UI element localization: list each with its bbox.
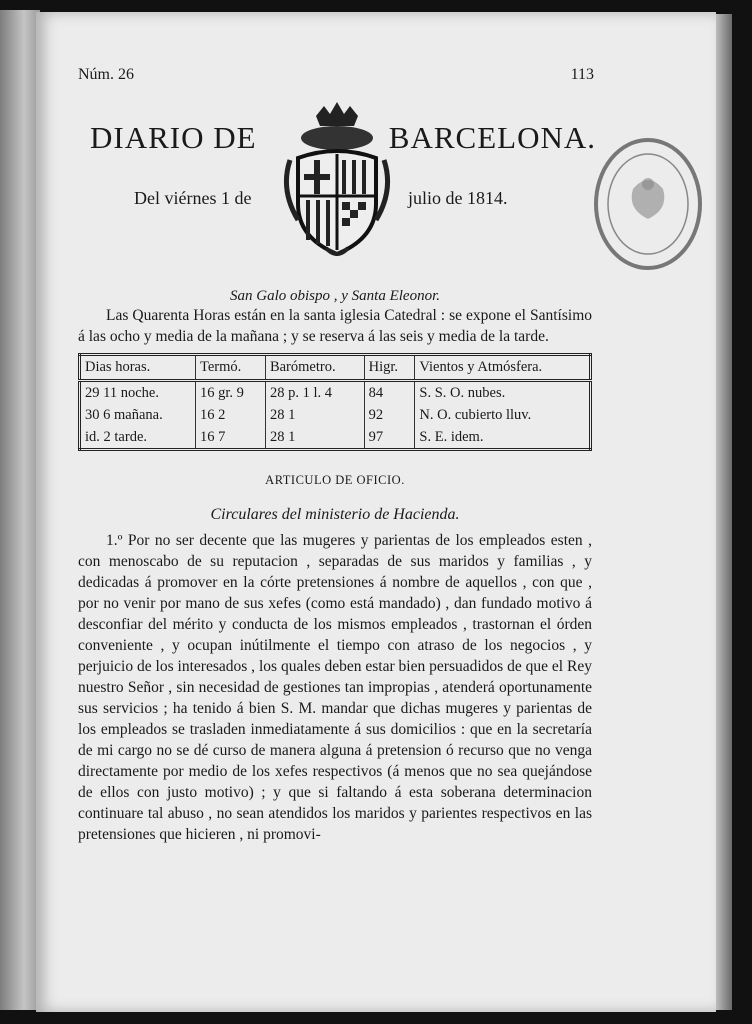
table-cell: 30 6 mañana. (80, 404, 196, 426)
table-cell: 16 2 (195, 404, 265, 426)
masthead (78, 90, 596, 240)
date-left: Del viérnes 1 de (134, 188, 252, 208)
title-right: BARCELONA. (388, 120, 596, 155)
table-cell: 16 gr. 9 (195, 381, 265, 405)
library-stamp-icon (588, 134, 708, 274)
table-cell: 28 1 (265, 404, 364, 426)
table-cell: id. 2 tarde. (80, 426, 196, 450)
table-cell: S. E. idem. (419, 429, 484, 445)
intro-paragraph: Las Quarenta Horas están en la santa iglesia Catedral : se expone el Santísimo á las ocho y media de la mañana ; y se reserva á las seis y media de la tarde. (78, 307, 592, 345)
table-row (80, 381, 591, 405)
table-cell: 16 7 (195, 426, 265, 450)
saints-of-day: San Galo obispo , y Santa Eleonor. (230, 288, 440, 304)
article-subtitle: Circulares del ministerio de Hacienda. (210, 506, 460, 523)
table-cell: 84 (364, 381, 415, 405)
col-higr: Higr. (364, 355, 415, 381)
table-cell: 28 1 (265, 426, 364, 450)
col-barometro: Barómetro. (265, 355, 364, 381)
issue-number: Núm. 26 (78, 66, 134, 83)
page-number: 113 (570, 66, 594, 83)
title-left: DIARIO DE (90, 120, 257, 155)
table-cell: 97 (364, 426, 415, 450)
table-row (80, 426, 591, 450)
article-body: 1.º Por no ser decente que las mugeres y parientas de los empleados esten , con menoscabo de su reputacion , separadas de sus maridos y familias , y dedicadas á promover en la córte pretensiones á nombre de aquellos , con que , por no venir por mano de sus xefes (como está mandado) , dan fundado motivo á desconfiar del mérito y conducta de los mismos empleados , trastornan el órden conveniente , y ocupan inútilmente el tiempo con atraso de los negocios , y perjuicio de los interesados , los quales deben estar bien persuadidos de que el Rey nuestro Señor , sin necesidad de gestiones tan impropias , atenderá oportunamente sus servicios ; ha tenido á bien S. M. mandar que dichas mugeres y parientas de los empleados se trasladen inmediatamente á sus domicilios : que en la secretaría de mi cargo no se dé curso de manera alguna á pretension ó recurso que no venga directamente por medio de los xefes respectivos (á menos que no sea quejándose de ellos con justo motivo) ; y que si faltando á esta soberana determinacion continuare tal abuso , no sean atendidos los maridos y parientes respectivos en las pretensiones que hicieren , ni promovi- (78, 532, 592, 843)
table-cell: 28 p. 1 l. 4 (265, 381, 364, 405)
date-right: julio de 1814. (408, 188, 508, 208)
section-title: ARTICULO DE OFICIO. (265, 473, 405, 487)
weather-table (78, 353, 592, 451)
page-content (78, 66, 596, 845)
col-dias-horas: Dias horas. (80, 355, 196, 381)
table-row (80, 404, 591, 426)
col-termo: Termó. (195, 355, 265, 381)
newspaper-page (36, 12, 716, 1012)
page-stack-edge (716, 14, 732, 1010)
table-cell: S. S. O. nubes. (419, 385, 506, 401)
col-vientos: Vientos y Atmósfera. (415, 355, 591, 381)
barcelona-crest-icon (276, 98, 398, 262)
table-cell: 92 (364, 404, 415, 426)
facing-page-edge (0, 10, 40, 1010)
table-cell: N. O. cubierto lluv. (419, 407, 532, 423)
table-cell: 29 11 noche. (80, 381, 196, 405)
